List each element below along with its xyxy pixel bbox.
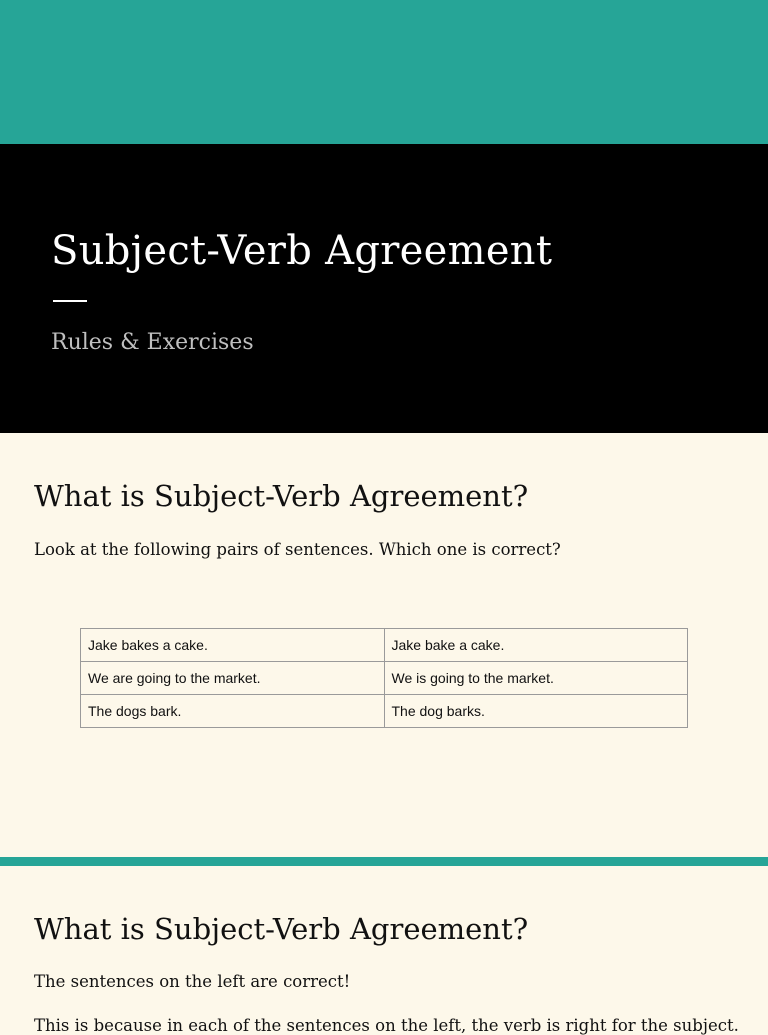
slide-answer: [0, 866, 768, 1035]
table-cell-right: The dog barks.: [384, 695, 688, 728]
presentation-subtitle: Rules & Exercises: [51, 330, 254, 355]
slide-what-is-sva: [0, 433, 768, 857]
table-cell-left: Jake bakes a cake.: [81, 629, 385, 662]
table-row: [81, 629, 688, 662]
title-underline: [53, 300, 87, 302]
slide-body-text: Look at the following pairs of sentences. Which one is correct?: [34, 540, 561, 559]
table-cell-left: We are going to the market.: [81, 662, 385, 695]
slide-paragraph: The sentences on the left are correct!: [34, 972, 351, 991]
top-accent-band: [0, 0, 768, 144]
presentation-title: Subject-Verb Agreement: [51, 228, 553, 274]
table-cell-left: The dogs bark.: [81, 695, 385, 728]
slide-heading: What is Subject-Verb Agreement?: [34, 912, 529, 946]
table-row: [81, 695, 688, 728]
table-row: [81, 662, 688, 695]
table-cell-right: Jake bake a cake.: [384, 629, 688, 662]
slide-heading: What is Subject-Verb Agreement?: [34, 479, 529, 513]
sentence-pairs-table: [80, 628, 688, 728]
title-slide: [0, 144, 768, 433]
slide-paragraph-cut-off: This is because in each of the sentences on the left, the verb is right for the subject.: [34, 1016, 739, 1035]
table-cell-right: We is going to the market.: [384, 662, 688, 695]
slide-divider: [0, 857, 768, 866]
